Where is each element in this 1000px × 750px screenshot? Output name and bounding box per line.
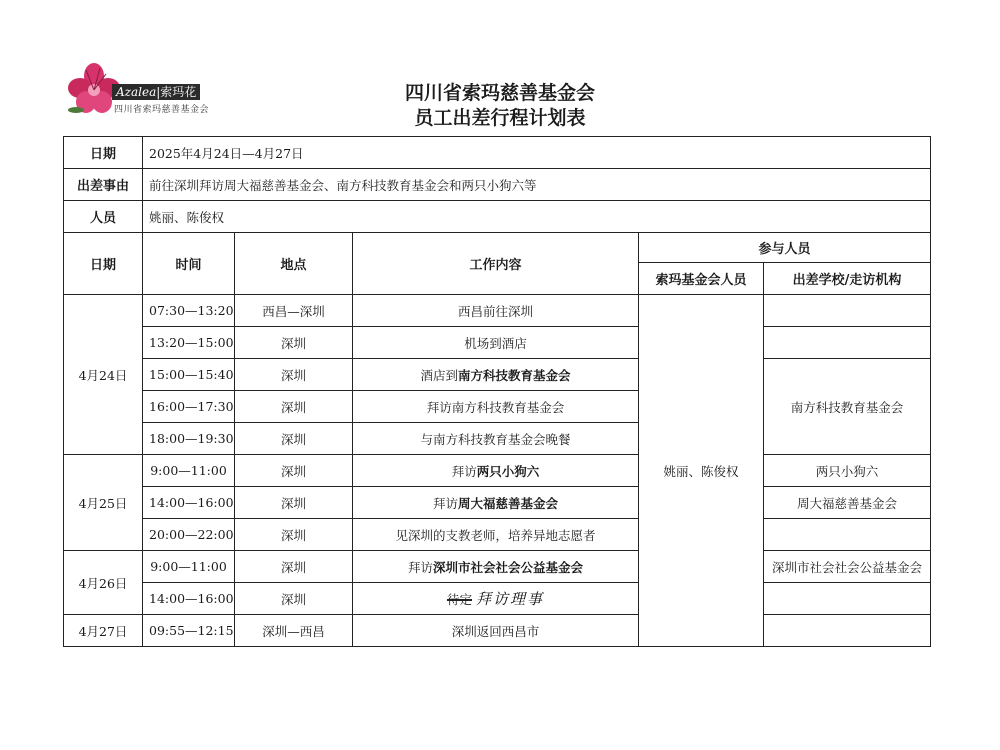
- staff-cell: 姚丽、陈俊权: [639, 295, 764, 647]
- header-staff: 索玛基金会人员: [639, 263, 764, 295]
- info-row-personnel: [64, 201, 931, 233]
- table-row: [64, 359, 931, 391]
- time-cell: 14:00—16:00: [143, 487, 235, 519]
- itinerary-table: [63, 136, 931, 647]
- place-cell: 深圳—西昌: [235, 615, 353, 647]
- place-cell: 深圳: [235, 327, 353, 359]
- document-title: 四川省索玛慈善基金会: [404, 82, 595, 104]
- time-cell: 20:00—22:00: [143, 519, 235, 551]
- work-cell: 见深圳的支教老师，培养异地志愿者: [353, 519, 639, 551]
- time-cell: 9:00—11:00: [143, 455, 235, 487]
- brand-bar: Azalea|索玛花: [112, 84, 200, 100]
- work-text: 酒店到: [420, 367, 458, 383]
- time-cell: 13:20—15:00: [143, 327, 235, 359]
- time-cell: 14:00—16:00: [143, 583, 235, 615]
- org-cell-empty: [764, 327, 931, 359]
- work-highlight: 周大福慈善基金会: [458, 495, 559, 511]
- work-highlight: 南方科技教育基金会: [458, 367, 571, 383]
- day-cell: 4月26日: [64, 551, 143, 615]
- work-cell: [353, 359, 639, 391]
- struck-text: 待定: [446, 592, 472, 607]
- place-cell: 西昌—深圳: [235, 295, 353, 327]
- org-cell: 周大福慈善基金会: [764, 487, 931, 519]
- info-label: 出差事由: [64, 169, 143, 201]
- place-cell: 深圳: [235, 423, 353, 455]
- work-text: 拜访: [451, 463, 477, 479]
- org-cell-empty: [764, 295, 931, 327]
- brand-full-name: 四川省索玛慈善基金会: [114, 105, 210, 115]
- info-value: 前往深圳拜访周大福慈善基金会、南方科技教育基金会和两只小狗六等: [143, 169, 931, 201]
- time-cell: 18:00—19:30: [143, 423, 235, 455]
- day-cell: 4月25日: [64, 455, 143, 551]
- info-row-purpose: [64, 169, 931, 201]
- info-row-date: [64, 137, 931, 169]
- info-label: 日期: [64, 137, 143, 169]
- place-cell: 深圳: [235, 519, 353, 551]
- place-cell: 深圳: [235, 359, 353, 391]
- work-cell: [353, 583, 639, 615]
- document-subtitle: 员工出差行程计划表: [414, 107, 586, 129]
- header-participants: 参与人员: [639, 233, 931, 263]
- time-cell: 07:30—13:20: [143, 295, 235, 327]
- header-time: 时间: [143, 233, 235, 295]
- place-cell: 深圳: [235, 583, 353, 615]
- info-value: 姚丽、陈俊权: [143, 201, 931, 233]
- org-cell-empty: [764, 583, 931, 615]
- brand-name-cn: 索玛花: [160, 85, 197, 99]
- table-row: [64, 551, 931, 583]
- org-cell-empty: [764, 519, 931, 551]
- work-cell: [353, 551, 639, 583]
- place-cell: 深圳: [235, 551, 353, 583]
- header-date: 日期: [64, 233, 143, 295]
- table-row: [64, 583, 931, 615]
- work-text: 拜访: [432, 495, 458, 511]
- work-cell: [353, 487, 639, 519]
- org-cell: 南方科技教育基金会: [764, 359, 931, 455]
- header-work: 工作内容: [353, 233, 639, 295]
- work-highlight: 深圳市社会社会公益基金会: [433, 559, 584, 575]
- work-highlight: 两只小狗六: [476, 463, 540, 479]
- header-row: [64, 233, 931, 263]
- table-row: [64, 615, 931, 647]
- work-cell: 西昌前往深圳: [353, 295, 639, 327]
- work-cell: 深圳返回西昌市: [353, 615, 639, 647]
- org-cell-empty: [764, 615, 931, 647]
- work-text: 拜访: [407, 559, 433, 575]
- place-cell: 深圳: [235, 391, 353, 423]
- info-value: 2025年4月24日—4月27日: [143, 137, 931, 169]
- brand-name-en: Azalea: [116, 85, 157, 99]
- header-org: 出差学校/走访机构: [764, 263, 931, 295]
- day-cell: 4月27日: [64, 615, 143, 647]
- work-cell: 机场到酒店: [353, 327, 639, 359]
- org-cell: 深圳市社会社会公益基金会: [764, 551, 931, 583]
- table-row: [64, 327, 931, 359]
- work-cell: 拜访南方科技教育基金会: [353, 391, 639, 423]
- time-cell: 15:00—15:40: [143, 359, 235, 391]
- header-place: 地点: [235, 233, 353, 295]
- table-row: [64, 455, 931, 487]
- place-cell: 深圳: [235, 487, 353, 519]
- org-cell: 两只小狗六: [764, 455, 931, 487]
- table-row: [64, 519, 931, 551]
- day-cell: 4月24日: [64, 295, 143, 455]
- table-row: [64, 487, 931, 519]
- handwritten-note: 拜访理事: [476, 590, 545, 608]
- place-cell: 深圳: [235, 455, 353, 487]
- time-cell: 16:00—17:30: [143, 391, 235, 423]
- work-cell: 与南方科技教育基金会晚餐: [353, 423, 639, 455]
- info-label: 人员: [64, 201, 143, 233]
- time-cell: 09:55—12:15: [143, 615, 235, 647]
- work-cell: [353, 455, 639, 487]
- table-row: [64, 295, 931, 327]
- time-cell: 9:00—11:00: [143, 551, 235, 583]
